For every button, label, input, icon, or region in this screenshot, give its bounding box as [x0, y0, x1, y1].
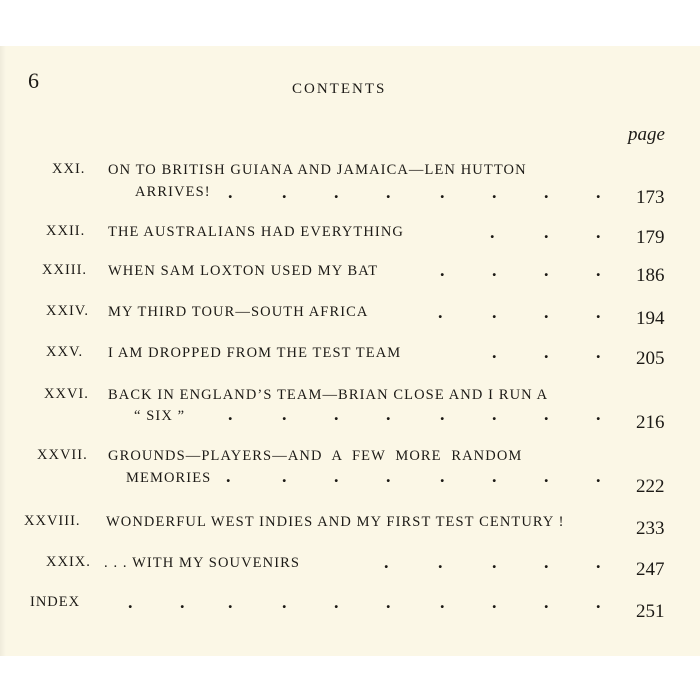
page-number: 6 [28, 68, 39, 93]
chapter-number: XXIV. [46, 303, 89, 319]
chapter-number: XXVII. [37, 447, 88, 463]
page-ref: 179 [636, 227, 665, 248]
chapter-title: MY THIRD TOUR—SOUTH AFRICA [108, 304, 369, 320]
page-ref: 186 [636, 265, 665, 286]
chapter-title: WHEN SAM LOXTON USED MY BAT [108, 263, 379, 279]
chapter-title-continued: “ SIX ” [134, 408, 186, 424]
chapter-number: XXIX. [46, 554, 91, 570]
chapter-number: XXI. [52, 161, 86, 177]
chapter-title: ON TO BRITISH GUIANA AND JAMAICA—LEN HUTTON [108, 162, 527, 178]
chapter-title: GROUNDS—PLAYERS—AND A FEW MORE RANDOM [108, 448, 523, 464]
chapter-number: XXV. [46, 344, 84, 360]
chapter-number: XXVI. [44, 386, 89, 402]
chapter-title: BACK IN ENGLAND’S TEAM—BRIAN CLOSE AND I RUN A [108, 387, 549, 403]
page-ref: 247 [636, 559, 665, 580]
chapter-number: XXIII. [42, 262, 88, 278]
title-rest: ONTENTS [304, 81, 387, 97]
page-ref: 194 [636, 308, 665, 329]
book-page: 6 CONTENTS page XXI. ON TO BRITISH GUIANA AND JAMAICA—LEN HUTTON ARRIVES! . . . . . . . . 173 XXII. THE AUSTRALIANS HAD EVERYTHING . . . 179 XXIII. WHEN SAM LOXTON USED MY BAT . . . . 186 XXIV. MY THIRD TOUR—SOUTH AFRICA . . . . 194 XXV. I AM DROPPED FROM THE TEST TEAM . . . 205 XXVI. BACK IN ENGLAND’S TEAM—BRIAN CLOSE AND I RUN A “ SIX ” . . . . . . . . 216 XXVII. GROUNDS—PLAYERS—AND A FEW MORE RANDOM MEMORIES . . . . . . . . 222 XXVIII. WONDERFUL WEST INDIES AND MY FIRST TEST CENTURY ! 233 XXIX. . . . WITH MY SOUVENIRS . . . . . 247 INDEX . . . . . . . . . . 251 [0, 46, 700, 656]
chapter-title: . . . WITH MY SOUVENIRS [104, 555, 301, 571]
chapter-title: THE AUSTRALIANS HAD EVERYTHING [108, 224, 405, 240]
chapter-number: XXVIII. [24, 513, 81, 529]
page-ref: 233 [636, 518, 665, 539]
page-ref: 251 [636, 601, 665, 622]
page-ref: 173 [636, 187, 665, 208]
chapter-title: I AM DROPPED FROM THE TEST TEAM [108, 345, 402, 361]
page-column-label: page [628, 124, 665, 145]
page-title [292, 81, 386, 98]
chapter-number: XXII. [46, 223, 86, 239]
page-ref: 222 [636, 476, 665, 497]
page-ref: 205 [636, 348, 665, 369]
chapter-title: WONDERFUL WEST INDIES AND MY FIRST TEST CENTURY ! [106, 514, 565, 530]
title-initial: C [292, 81, 305, 97]
page-ref: 216 [636, 412, 665, 433]
chapter-title-continued: MEMORIES [126, 470, 212, 486]
chapter-title-continued: ARRIVES! [135, 184, 211, 200]
page-edge-shadow [0, 46, 6, 656]
chapter-number: INDEX [30, 594, 81, 610]
